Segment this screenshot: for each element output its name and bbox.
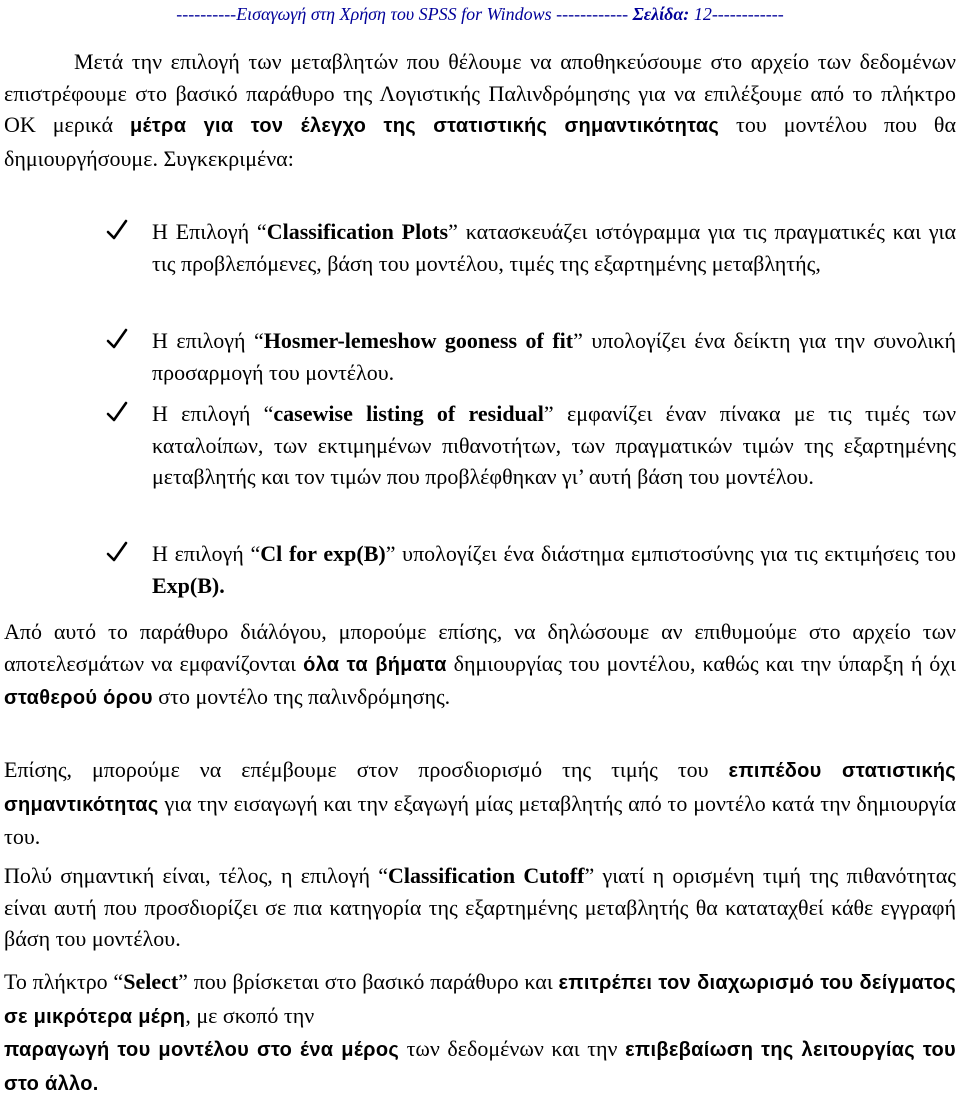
para-text: Το πλήκτρο “ [4, 969, 124, 994]
para-bold: επιπέδου στατιστικής σημαντικότητας [4, 760, 957, 816]
para-bold: Select [123, 969, 179, 994]
bullet-bold: Exp(B). [152, 572, 225, 598]
paragraph-significance [4, 754, 956, 853]
para-bold: επιβεβαίωση της λειτουργίας του στο άλλο. [4, 1039, 956, 1095]
checkmark-icon [106, 398, 130, 429]
para-text: Πολύ σημαντική είναι, τέλος, η επιλογή “ [4, 863, 388, 888]
para-text: ” που βρίσκεται στο βασικό παράθυρο και [178, 969, 559, 994]
bullet-text: Η Επιλογή “ [152, 219, 267, 244]
paragraph-cutoff [4, 860, 956, 955]
checkmark-icon [106, 325, 130, 356]
bullet-item-ci-exp-b [152, 538, 956, 601]
header-right-dashes: ------------ [711, 4, 784, 24]
header-left-dashes: ---------- [176, 4, 237, 24]
checkmark-icon [106, 216, 130, 247]
para-bold: σταθερού όρου [4, 687, 153, 709]
para-text: δημιουργίας του μοντέλου, καθώς και την ύπαρξη ή όχι [446, 650, 956, 676]
para-bold: επιτρέπει τον διαχωρισμό του δείγματος σε μικρότερα μέρη [4, 972, 956, 1028]
para-text: Επίσης, μπορούμε να επέμβουμε στον προσδιορισμό της τιμής του [4, 757, 729, 782]
bullet-text: Η επιλογή “ [152, 401, 274, 426]
bullet-text: Η επιλογή “ [152, 328, 264, 353]
bullet-item-casewise-listing [152, 398, 956, 493]
bullet-item-hosmer-lemeshow [152, 325, 956, 388]
intro-text-1: Μετά την επιλογή των μεταβλητών που θέλουμε να αποθηκεύσουμε στο αρχείο των δεδομένων επιστρέφουμε στο βασικό παράθυρο της Λογιστικής Παλινδρόμησης για να επιλέξουμε από το πλήκτρο ΟΚ μερικά [4, 49, 956, 137]
checkmark-icon [106, 538, 130, 569]
bullet-bold: Cl for exp(B) [260, 541, 386, 566]
intro-bold-1: μέτρα για τον έλεγχο της στατιστικής σημαντικότητας [129, 115, 720, 137]
header-page-number: 12 [689, 4, 712, 24]
para-text: Από αυτό το παράθυρο διάλόγου, μπορούμε επίσης, να δηλώσουμε αν επιθυμούμε στο αρχείο των αποτελεσμάτων να εμφανίζονται [4, 619, 956, 676]
paragraph-steps [4, 616, 956, 715]
para-bold: όλα τα βήματα [303, 653, 447, 676]
bullet-bold: casewise listing of residual [273, 401, 544, 426]
bullet-bold: Classification Plots [266, 219, 449, 244]
intro-paragraph [4, 46, 956, 174]
bullet-text: ” υπολογίζει ένα δείκτη για την συνολική προσαρμογή του μοντέλου. [152, 328, 957, 385]
para-text: ” γιατί η ορισμένη τιμή της πιθανότητας είναι αυτή που προσδιορίζει σε πια κατηγορία της εξαρτημένης μεταβλητής θα καταταχθεί κάθε εγγραφή βάση του μοντέλου. [4, 863, 956, 951]
intro-text-2: του μοντέλου που θα δημιουργήσουμε. Συγκεκριμένα: [4, 112, 956, 171]
bullet-text: Η επιλογή “ [152, 541, 261, 566]
bullet-text: ” εμφανίζει έναν πίνακα με τις τιμές των καταλοίπων, των εκτιμημένων πιθανοτήτων, των πραγματικών τιμών της εξαρτημένης μεταβλητής και τον τιμών που προβλέφθηκαν γι’ αυτή βάση του μοντέλου. [152, 401, 957, 489]
header-page-label: Σελίδα: [632, 4, 690, 24]
para-text: των δεδομένων και την [399, 1036, 626, 1061]
bullet-item-classification-plots [152, 216, 956, 279]
paragraph-select [4, 966, 956, 1100]
bullet-text: ” υπολογίζει ένα διάστημα εμπιστοσύνης για τις εκτιμήσεις του [385, 541, 956, 566]
bullet-bold: Hosmer-lemeshow gooness of fit [263, 328, 574, 353]
bullet-text: ” κατασκευάζει ιστόγραμμα για τις πραγματικές και για τις προβλεπόμενες, βάση του μοντέλου, τιμές της εξαρτημένης μεταβλητής, [152, 219, 956, 276]
para-text: , με σκοπό την [185, 1002, 315, 1028]
para-bold: παραγωγή του μοντέλου στο ένα μέρος [4, 1039, 400, 1061]
para-text: για την εισαγωγή και την εξαγωγή μίας μεταβλητής από το μοντέλο κατά την δημιουργία του. [4, 790, 956, 849]
header-mid-dashes: ------------ [551, 4, 633, 24]
page-header [0, 4, 960, 25]
header-title: Εισαγωγή στη Χρήση του SPSS for Windows [236, 4, 552, 24]
para-text: στο μοντέλο της παλινδρόμησης. [152, 684, 451, 709]
para-bold: Classification Cutoff [387, 863, 585, 888]
